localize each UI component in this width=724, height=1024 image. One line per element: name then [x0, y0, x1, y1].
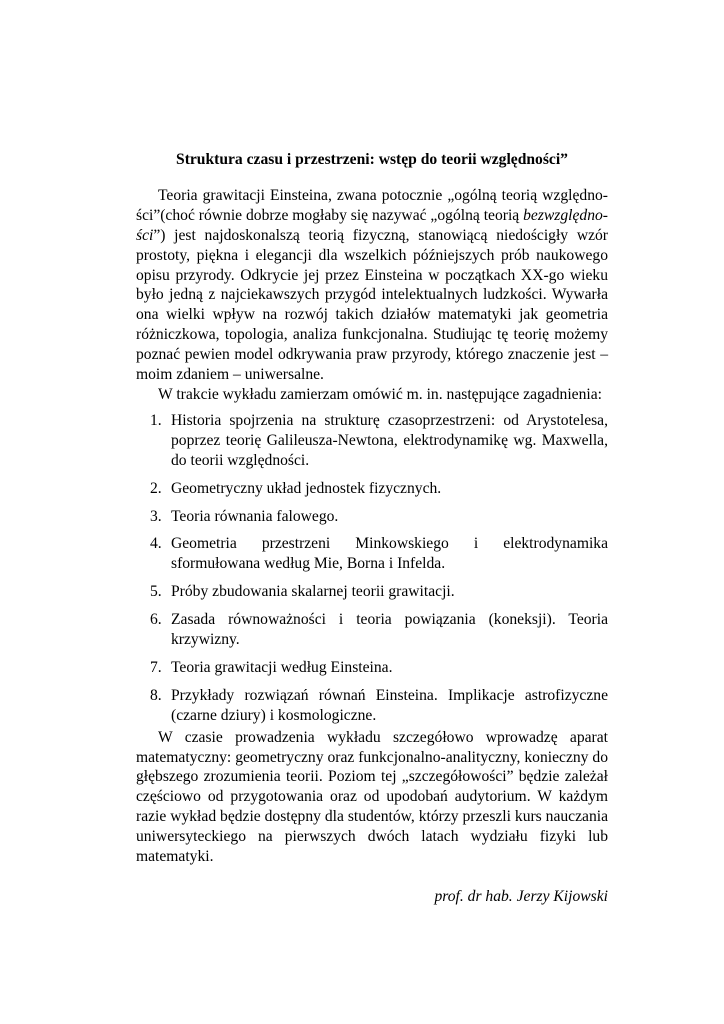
list-item [136, 610, 608, 650]
list-item-number: 1. [150, 411, 162, 429]
list-item [136, 411, 608, 471]
intro-text-part2: ”) jest najdoskonalszą teorią fizyczną, stanowiącą niedościgły wzór prostoty, piękna i elegancji dla wszelkich późniejszych prób naukowego opisu przyrody. Odkrycie jej przez Einsteina w początkach XX-go wieku było jedną z najciekawszych przygód intelektualnych ludzkości. Wywarła ona wielki wpływ na rozwój takich działów matematyki jak geometria różniczkowa, topologia, analiza funkcjonalna. Studiując tę teorię możemy poznać pewien model odkrywania praw przyrody, którego znaczenie jest – moim zdaniem – uniwersalne. [136, 226, 608, 384]
list-item [136, 582, 608, 602]
list-item-number: 4. [150, 535, 162, 553]
list-item-number: 5. [150, 583, 162, 601]
document-title: Struktura czasu i przestrzeni: wstęp do teorii względności” [176, 151, 568, 168]
lead-in-paragraph: W trakcie wykładu zamierzam omówić m. in. następujące zagadnienia: [158, 385, 602, 403]
list-item-text: Historia spojrzenia na strukturę czasoprzestrzeni: od Arystotelesa, poprzez teorię Galileusza-Newtona, elektrodynamikę wg. Maxwella, do teorii względności. [171, 411, 608, 469]
intro-paragraph [136, 186, 608, 385]
list-item-text: Próby zbudowania skalarnej teorii grawitacji. [171, 583, 455, 601]
list-item-text: Przykłady rozwiązań równań Einsteina. Implikacje astrofizyczne (czarne dziury) i kosmologiczne. [171, 686, 608, 724]
list-item [136, 479, 608, 499]
intro-text-part1: Teoria grawitacji Einsteina, zwana potocznie „ogólną teorią względno-ści”(choć równie dobrze mogłaby się nazywać „ogólną teorią [136, 186, 608, 224]
list-item [136, 534, 608, 574]
author-signature: prof. dr hab. Jerzy Kijowski [434, 888, 608, 905]
closing-paragraph: W czasie prowadzenia wykładu szczegółowo wprowadzę aparat matematyczny: geometryczny oraz funkcjonalno-analityczny, konieczny do głębszego zrozumienia teorii. Poziom tej „szczegółowości” będzie zależał częściowo od przygotowania oraz od upodobań audytorium. W każdym razie wykład będzie dostępny dla studentów, którzy przeszli kurs nauczania uniwersyteckiego na pierwszych dwóch latach wydziału fizyki lub matematyki. [136, 728, 608, 866]
list-item-number: 6. [150, 611, 162, 629]
list-item-text: Teoria grawitacji według Einsteina. [171, 658, 393, 676]
list-item-text: Teoria równania falowego. [171, 507, 339, 525]
list-item-number: 7. [150, 658, 162, 676]
list-item [136, 658, 608, 678]
topics-list [136, 411, 608, 726]
list-item-text: Geometryczny układ jednostek fizycznych. [171, 479, 442, 497]
list-item-number: 2. [150, 479, 162, 497]
list-item [136, 686, 608, 726]
list-item-text: Geometria przestrzeni Minkowskiego i elektrodynamika sformułowana według Mie, Borna i Infelda. [171, 535, 608, 573]
list-item [136, 507, 608, 527]
list-item-number: 3. [150, 507, 162, 525]
document-page [136, 150, 608, 907]
intro-italic-term: bezwzględno-ści [136, 206, 608, 244]
list-item-text: Zasada równoważności i teoria powiązania (koneksji). Teoria krzywizny. [171, 611, 608, 649]
list-item-number: 8. [150, 686, 162, 704]
